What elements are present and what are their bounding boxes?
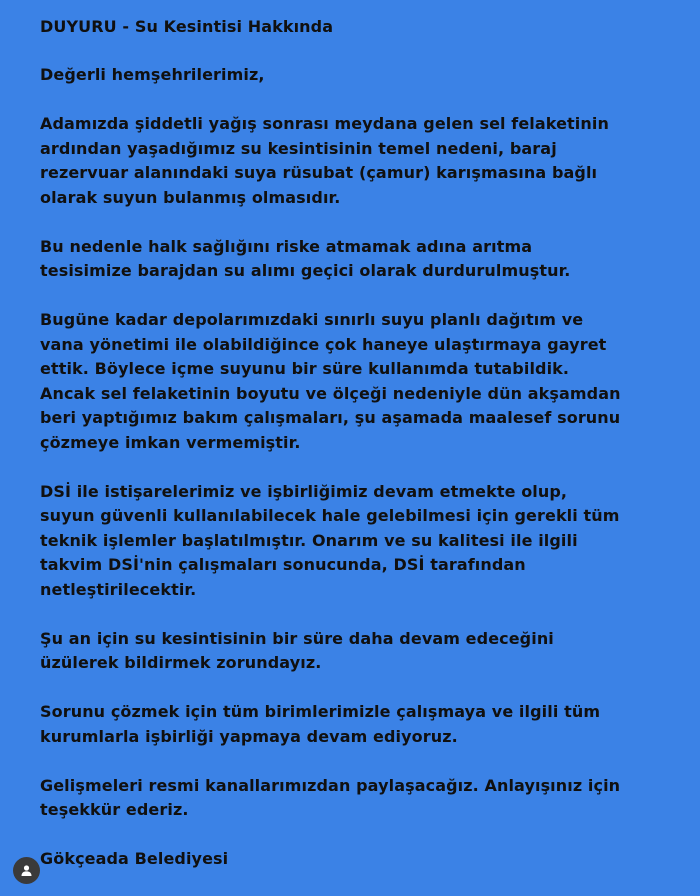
paragraph-line: ardından yaşadığımız su kesintisinin temel nedeni, baraj <box>40 138 557 158</box>
paragraph-line: tesisimize barajdan su alımı geçici olarak durdurulmuştur. <box>40 261 571 280</box>
paragraph <box>40 480 690 603</box>
announcement-body <box>40 112 690 823</box>
paragraph <box>40 112 690 210</box>
paragraph-line: takvim DSİ'nin çalışmaları sonucunda, DSİ tarafından <box>40 555 526 574</box>
paragraph-line: rezervuar alanındaki suya rüsubat (çamur) karışmasına bağlı <box>40 163 598 182</box>
paragraph-line: olarak suyun bulanmış olmasıdır. <box>40 187 341 207</box>
paragraph-line: Gelişmeleri resmi kanallarımızdan paylaşacağız. Anlayışınız için <box>40 775 621 795</box>
paragraph-line: DSİ ile istişarelerimiz ve işbirliğimiz devam etmekte olup, <box>40 481 568 501</box>
paragraph-line: çözmeye imkan vermemiştir. <box>40 432 301 452</box>
paragraph <box>40 308 690 455</box>
salutation: Değerli hemşehrilerimiz, <box>40 65 265 84</box>
signature: Gökçeada Belediyesi <box>40 849 229 868</box>
paragraph-line: Ancak sel felaketinin boyutu ve ölçeği nedeniyle dün akşamdan <box>40 383 621 403</box>
paragraph <box>40 774 690 823</box>
avatar[interactable] <box>13 857 40 884</box>
paragraph-line: Sorunu çözmek için tüm birimlerimizle çalışmaya ve ilgili tüm <box>40 702 601 721</box>
paragraph <box>40 627 690 676</box>
paragraph <box>40 235 690 284</box>
paragraph-line: netleştirilecektir. <box>40 579 197 599</box>
paragraph-line: ettik. Böylece içme suyunu bir süre kullanımda tutabildik. <box>40 359 570 378</box>
paragraph-line: teknik işlemler başlatılmıştır. Onarım ve su kalitesi ile ilgili <box>40 530 578 550</box>
paragraph-line: beri yaptığımız bakım çalışmaları, şu aşamada maalesef sorunu <box>40 408 621 427</box>
paragraph-line: Adamızda şiddetli yağış sonrası meydana gelen sel felaketinin <box>40 114 609 133</box>
paragraph-line: Bu nedenle halk sağlığını riske atmamak adına arıtma <box>40 236 533 256</box>
paragraph-line: vana yönetimi ile olabildiğince çok haneye ulaştırmaya gayret <box>40 334 607 354</box>
paragraph <box>40 700 690 749</box>
paragraph-line: Bugüne kadar depolarımızdaki sınırlı suyu planlı dağıtım ve <box>40 310 584 329</box>
paragraph-line: teşekkür ederiz. <box>40 800 189 819</box>
paragraph-line: Şu an için su kesintisinin bir süre daha devam edeceğini <box>40 628 554 648</box>
announcement-title: DUYURU - Su Kesintisi Hakkında <box>40 17 334 36</box>
paragraph-line: üzülerek bildirmek zorundayız. <box>40 653 322 672</box>
paragraph-line: suyun güvenli kullanılabilecek hale gelebilmesi için gerekli tüm <box>40 506 620 525</box>
paragraph-line: kurumlarla işbirliği yapmaya devam ediyoruz. <box>40 726 458 746</box>
user-icon <box>20 864 33 877</box>
announcement-document <box>40 15 690 872</box>
